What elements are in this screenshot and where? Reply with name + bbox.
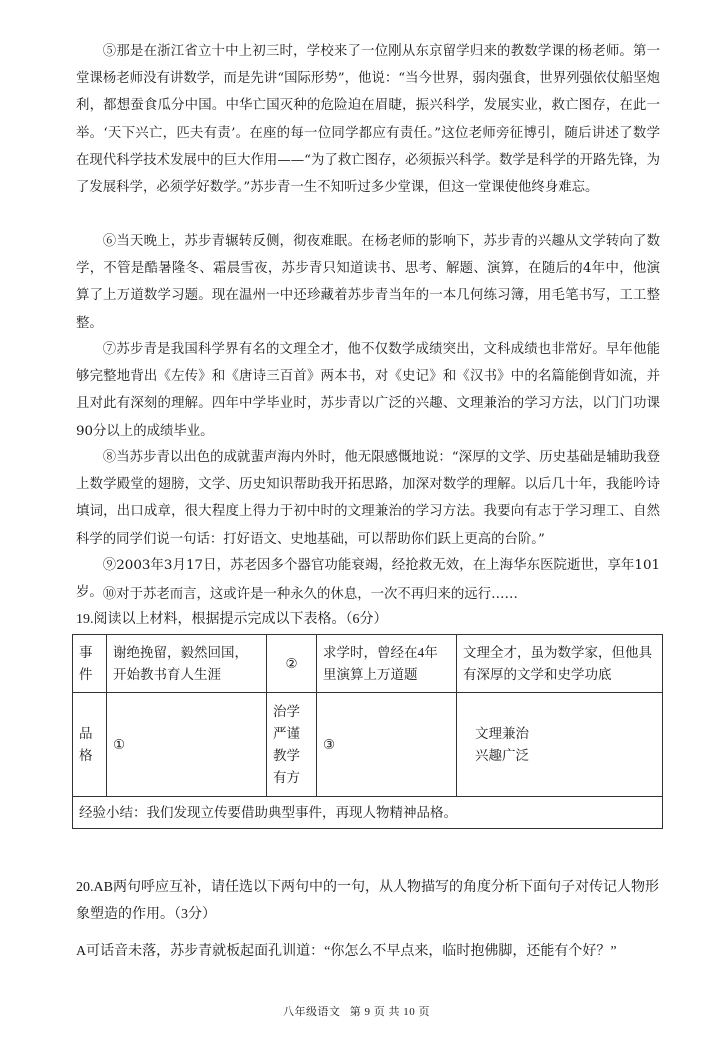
question-20-prompt: 20.AB两句呼应互补，请任选以下两句中的一句，从人物描写的角度分析下面句子对传记人物形象塑造的作用。（3分）	[76, 880, 659, 922]
blank-1-cell[interactable]: ①	[107, 693, 267, 797]
answer-table	[72, 634, 663, 829]
paragraph-5: ⑤那是在浙江省立十中上初三时，学校来了一位刚从东京留学归来的教数学课的杨老师。第一堂课杨老师没有讲数学，而是先讲“国际形势”，他说：“当今世界，弱肉强食，世界列强依仗船坚炮利，都想蚕食瓜分中国。中华亡国灭种的危险迫在眉睫，振兴科学，发展实业，救亡图存，在此一举。‘天下兴亡，匹夫有责’。在座的每一位同学都应有责任。”这位老师旁征博引，随后讲述了数学在现代科学技术发展中的巨大作用——“为了救亡图存，必须振兴科学。数学是科学的开路先锋，为了发展科学，必须学好数学。”苏步青一生不知听过多少堂课，但这一堂课使他终身难忘。	[76, 44, 660, 196]
paragraph-10: ⑩对于苏老而言，这或许是一种永久的休息，一次不再归来的远行……	[102, 587, 518, 602]
paragraph-6: ⑥当天晚上，苏步青辗转反侧，彻夜难眠。在杨老师的影响下，苏步青的兴趣从文学转向了数学，不管是酷暑隆冬、霜晨雪夜，苏步青只知道读书、思考、解题、演算，在随后的4年中，他演算了上万道数学习题。现在温州一中还珍藏着苏步青当年的一本几何练习簿，用毛笔书写，工工整整。	[76, 234, 660, 331]
paragraph-8: ⑧当苏步青以出色的成就蜚声海内外时，他无限感慨地说：“深厚的文学、历史基础是辅助我登上数学殿堂的翅膀，文学、历史知识帮助我开拓思路，加深对数学的理解。以后几十年，我能吟诗填词，出口成章，很大程度上得力于初中时的文理兼治的学习方法。我要向有志于学习理工、自然科学的同学们说一句话：打好语文、史地基础，可以帮助你们跃上更高的台阶。”	[76, 450, 660, 547]
table-row-summary	[73, 797, 663, 829]
footer-subject: 八年级语文	[283, 1006, 341, 1018]
question-19-prompt: 19.阅读以上材料，根据提示完成以下表格。（6分）	[76, 612, 388, 627]
row-header-event: 事件	[73, 635, 107, 693]
table-row-quality	[73, 693, 663, 797]
table-row-event	[73, 635, 663, 693]
blank-2-cell[interactable]: ②	[267, 635, 317, 693]
event-cell-4: 文理全才，虽为数学家，但他具有深厚的文学和史学功底	[457, 635, 663, 693]
footer-page-info: 第 9 页 共 10 页	[349, 1006, 430, 1018]
paragraph-7: ⑦苏步青是我国科学界有名的文理全才，他不仅数学成绩突出，文科成绩也非常好。早年他能够完整地背出《左传》和《唐诗三百首》两本书，对《史记》和《汉书》中的名篇能倒背如流，并且对此有深刻的理解。四年中学毕业时，苏步青以广泛的兴趣、文理兼治的学习方法，以门门功课90分以上的成绩毕业。	[76, 342, 660, 439]
quality-cell-2: 治学严谨教学有方	[267, 693, 317, 797]
event-cell-3: 求学时，曾经在4年里演算上万道题	[317, 635, 457, 693]
blank-3-cell[interactable]: ③	[317, 693, 457, 797]
page-footer	[0, 1003, 713, 1019]
quality-cell-4	[457, 693, 663, 797]
quality-line-2: 兴趣广泛	[475, 747, 529, 763]
quality-line-1: 文理兼治	[475, 725, 529, 741]
sentence-a: A可话音未落，苏步青就板起面孔训道：“你怎么不早点来，临时抱佛脚，还能有个好？”	[76, 944, 617, 959]
paragraph-9: ⑨2003年3月17日，苏老因多个器官功能衰竭，经抢救无效，在上海华东医院逝世，享年101岁。	[76, 558, 660, 601]
summary-cell: 经验小结：我们发现立传要借助典型事件，再现人物精神品格。	[73, 797, 663, 829]
event-cell-1: 谢绝挽留，毅然回国，开始教书育人生涯	[107, 635, 267, 693]
row-header-quality: 品格	[73, 693, 107, 797]
